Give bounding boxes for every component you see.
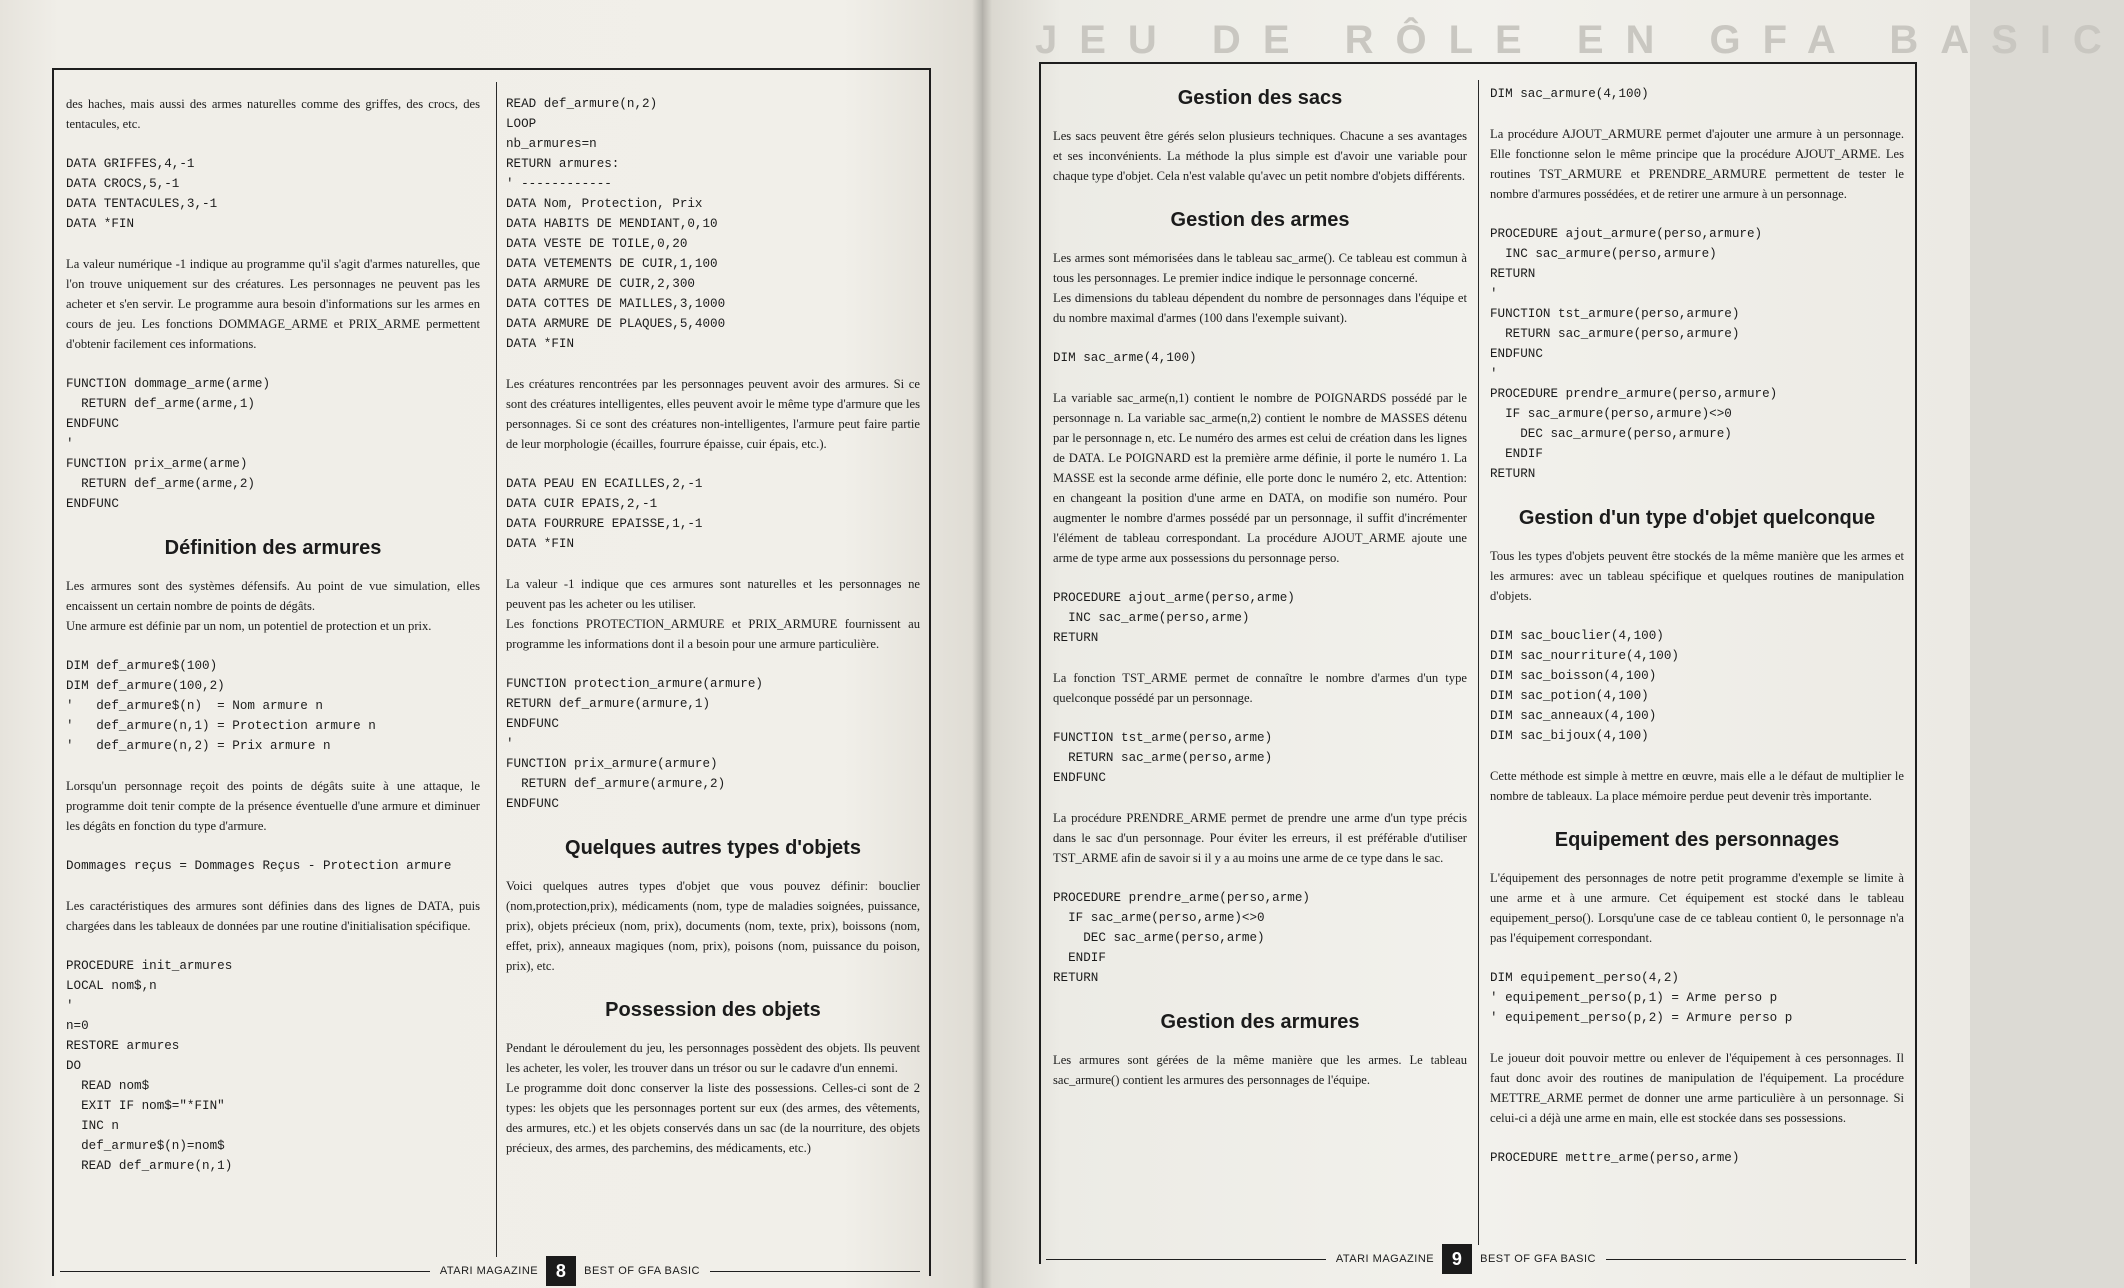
code-listing: READ def_armure(n,2) LOOP nb_armures=n RETURN armures: ' ------------ DATA Nom, Protection, Prix DATA HABITS DE MENDIANT,0,10 DATA VESTE DE TOILE,0,20 DATA VETEMENTS DE CUIR,1,100 DATA ARMURE DE CUIR,2,300 DATA COTTES DE MAILLES,3,1000 DATA ARMURE DE PLAQUES,5,4000 DATA *FIN bbox=[506, 97, 726, 351]
code-listing: PROCEDURE ajout_arme(perso,arme) INC sac_arme(perso,arme) RETURN bbox=[1053, 591, 1295, 645]
section-heading: Définition des armures bbox=[164, 537, 382, 559]
code-listing: DATA GRIFFES,4,-1 DATA CROCS,5,-1 DATA TENTACULES,3,-1 DATA *FIN bbox=[66, 157, 218, 231]
section-heading: Equipement des personnages bbox=[1554, 829, 1840, 851]
right-column-1 bbox=[1053, 84, 1467, 1110]
body-paragraph: Le joueur doit pouvoir mettre ou enlever de l'équipement à ces personnages. Il faut donc avoir des routines de manipulation de l'équipement. La procédure METTRE_ARME permet de donner une arme particulière à un personnage. Si celui-ci a déjà une arme en main, elle est stockée dans ses possessions. bbox=[1490, 1051, 1904, 1125]
body-paragraph: Pendant le déroulement du jeu, les personnages possèdent des objets. Ils peuvent les acheter, les voler, les trouver dans un trésor ou sur le cadavre d'un ennemi. Le programme doit donc conserver la liste des possessions. Celles-ci sont de 2 types: les objets que les personnages portent sur eux (des armes, des vêtements, des armures, etc.) et les objets conservés dans un sac (de la nourriture, des objets précieux, des armes, des parchemins, des médicaments, etc.) bbox=[506, 1041, 920, 1155]
section-heading: Quelques autres types d'objets bbox=[565, 837, 861, 859]
body-paragraph: L'équipement des personnages de notre petit programme d'exemple se limite à une arme et à une armure. Cet équipement est stocké dans le tableau equipement_perso(). Lorsqu'une case de ce tableau contient 0, le personnage n'a pas l'équipement correspondant. bbox=[1490, 871, 1904, 945]
body-paragraph: La procédure AJOUT_ARMURE permet d'ajouter une armure à un personnage. Elle fonctionne selon le même principe que la procédure AJOUT_ARME. Les routines TST_ARMURE et PRENDRE_ARMURE permettent de tester le nombre d'armures possédées, et de retirer une armure à un personnage. bbox=[1490, 127, 1904, 201]
code-listing: FUNCTION tst_arme(perso,arme) RETURN sac_arme(perso,arme) ENDFUNC bbox=[1053, 731, 1273, 785]
body-paragraph: Les armures sont des systèmes défensifs. Au point de vue simulation, elles encaissent un certain nombre de points de dégâts. Une armure est définie par un nom, un potentiel de protection et un prix. bbox=[66, 579, 480, 633]
footer-magazine-name: ATARI MAGAZINE bbox=[1335, 1253, 1435, 1265]
body-paragraph: Tous les types d'objets peuvent être stockés de la même manière que les armes et les armures: avec un tableau spécifique et quelques routines de manipulation d'objets. bbox=[1490, 549, 1904, 603]
body-paragraph: La procédure PRENDRE_ARME permet de prendre une arme d'un type précis dans le sac d'un personnage. Pour éviter les erreurs, il est préférable d'utiliser TST_ARME afin de savoir si il y a au moins une arme de ce type dans le sac. bbox=[1053, 811, 1467, 865]
footer-magazine-name: ATARI MAGAZINE bbox=[439, 1265, 539, 1277]
body-paragraph: Les armes sont mémorisées dans le tableau sac_arme(). Ce tableau est commun à tous les personnages. Le premier indice indique le personnage concerné. Les dimensions du tableau dépendent du nombre de personnages dans l'équipe et du nombre maximal d'armes (100 dans l'exemple suivant). bbox=[1053, 251, 1467, 325]
left-page-footer bbox=[60, 1256, 920, 1286]
left-column-2 bbox=[506, 94, 920, 1178]
footer-issue-title: BEST OF GFA BASIC bbox=[1480, 1253, 1596, 1265]
code-listing: DIM sac_armure(4,100) bbox=[1490, 87, 1649, 101]
code-listing: FUNCTION protection_armure(armure) RETURN def_armure(armure,1) ENDFUNC ' FUNCTION prix_armure(armure) RETURN def_armure(armure,2) ENDFUNC bbox=[506, 677, 763, 811]
body-paragraph: La variable sac_arme(n,1) contient le nombre de POIGNARDS possédé par le personnage n. La variable sac_arme(n,2) contient le nombre de MASSES détenu par le personnage n, etc. Le numéro des armes est celui de création dans les lignes de DATA. Le POIGNARD est la première arme définie, il porte le numéro 1. La MASSE est la seconde arme définie, elle porte donc le numéro 2, etc. Attention: en changeant la position d'une arme en DATA, on modifie son numéro. Pour augmenter le nombre d'armes possédé par un personnage, il suffit d'incrémenter l'élément de tableau correspondant. La procédure AJOUT_ARME ajoute une arme de type arme aux possessions du personnage perso. bbox=[1053, 391, 1467, 565]
code-listing: PROCEDURE ajout_armure(perso,armure) INC sac_armure(perso,armure) RETURN ' FUNCTION tst_armure(perso,armure) RETURN sac_armure(perso,armure) ENDFUNC ' PROCEDURE prendre_armure(perso,armure) IF sac_armure(perso,armure)<>0 DEC sac_armure(perso,armure) ENDIF RETURN bbox=[1490, 227, 1778, 481]
body-paragraph: des haches, mais aussi des armes naturelles comme des griffes, des crocs, des tentacules, etc. bbox=[66, 97, 480, 131]
section-heading: Possession des objets bbox=[605, 999, 821, 1021]
footer-rule bbox=[60, 1271, 430, 1272]
code-listing: FUNCTION dommage_arme(arme) RETURN def_arme(arme,1) ENDFUNC ' FUNCTION prix_arme(arme) RETURN def_arme(arme,2) ENDFUNC bbox=[66, 377, 271, 511]
body-paragraph: Lorsqu'un personnage reçoit des points de dégâts suite à une attaque, le programme doit tenir compte de la présence éventuelle d'une armure et diminuer les dégâts en fonction du type d'armure. bbox=[66, 779, 480, 833]
code-listing: DIM sac_bouclier(4,100) DIM sac_nourriture(4,100) DIM sac_boisson(4,100) DIM sac_potion(4,100) DIM sac_anneaux(4,100) DIM sac_bijoux(4,100) bbox=[1490, 629, 1679, 743]
body-paragraph: Voici quelques autres types d'objet que vous pouvez définir: bouclier (nom,protection,prix), médicaments (nom, type de maladies soignées, puissance, prix), objets précieux (nom, prix), documents (nom, texte, prix), boissons (nom, effet, prix), anneaux magiques (nom, prix), poisons (nom, puissance du poison, prix), etc. bbox=[506, 879, 920, 973]
column-divider bbox=[496, 82, 497, 1257]
right-column-2 bbox=[1490, 84, 1904, 1188]
footer-rule bbox=[1046, 1259, 1326, 1260]
body-paragraph: La valeur numérique -1 indique au programme qu'il s'agit d'armes naturelles, que l'on trouve uniquement sur des créatures. Les personnages ne peuvent pas les acheter et s'en servir. Le programme aura besoin d'informations sur les armes en cours de jeu. Les fonctions DOMMAGE_ARME et PRIX_ARME permettent d'obtenir facilement ces informations. bbox=[66, 257, 480, 351]
right-page-footer bbox=[1046, 1244, 1906, 1274]
body-paragraph: La fonction TST_ARME permet de connaître le nombre d'armes d'un type quelconque possédé par un personnage. bbox=[1053, 671, 1467, 705]
code-listing: DIM def_armure$(100) DIM def_armure(100,2) ' def_armure$(n) = Nom armure n ' def_armure(n,1) = Protection armure n ' def_armure(n,2) = Prix armure n bbox=[66, 659, 376, 753]
body-paragraph: Les caractéristiques des armures sont définies dans des lignes de DATA, puis chargées dans les tableaux de données par une routine d'initialisation spécifique. bbox=[66, 899, 480, 933]
left-column-1 bbox=[66, 94, 480, 1196]
page-number: 8 bbox=[546, 1256, 576, 1286]
body-paragraph: Les armures sont gérées de la même manière que les armes. Le tableau sac_armure() contient les armures des personnages de l'équipe. bbox=[1053, 1053, 1467, 1087]
section-heading: Gestion des armes bbox=[1170, 209, 1350, 231]
footer-issue-title: BEST OF GFA BASIC bbox=[584, 1265, 700, 1277]
code-listing: DIM equipement_perso(4,2) ' equipement_perso(p,1) = Arme perso p ' equipement_perso(p,2) = Armure perso p bbox=[1490, 971, 1793, 1025]
binding-gutter bbox=[972, 0, 992, 1288]
body-paragraph: La valeur -1 indique que ces armures sont naturelles et les personnages ne peuvent pas les acheter ou les utiliser. Les fonctions PROTECTION_ARMURE et PRIX_ARMURE fournissent au programme les informations dont il a besoin pour une armure particulière. bbox=[506, 577, 920, 651]
section-heading: Gestion des sacs bbox=[1177, 87, 1343, 109]
page-number: 9 bbox=[1442, 1244, 1472, 1274]
column-divider bbox=[1478, 80, 1479, 1245]
body-paragraph: Les sacs peuvent être gérés selon plusieurs techniques. Chacune a ses avantages et ses inconvénients. La méthode la plus simple est d'avoir une variable pour chaque type d'objet. Cela n'est valable qu'avec un petit nombre d'objets différents. bbox=[1053, 129, 1467, 183]
section-heading: Gestion des armures bbox=[1160, 1011, 1360, 1033]
running-head: JEU DE RÔLE EN GFA BASIC bbox=[1035, 18, 2124, 62]
section-heading: Gestion d'un type d'objet quelconque bbox=[1518, 507, 1876, 529]
body-paragraph: Les créatures rencontrées par les personnages peuvent avoir des armures. Si ce sont des créatures intelligentes, elles peuvent avoir le même type d'armure que les personnages. Si ce sont des créatures non-intelligentes, l'armure peut faire partie de leur morphologie (écailles, fourrure épaisse, cuir épais, etc.). bbox=[506, 377, 920, 451]
code-listing: DATA PEAU EN ECAILLES,2,-1 DATA CUIR EPAIS,2,-1 DATA FOURRURE EPAISSE,1,-1 DATA *FIN bbox=[506, 477, 703, 551]
body-paragraph: Cette méthode est simple à mettre en œuvre, mais elle a le défaut de multiplier le nombre de tableaux. La place mémoire perdue peut devenir très importante. bbox=[1490, 769, 1904, 803]
code-listing: Dommages reçus = Dommages Reçus - Protection armure bbox=[66, 859, 452, 873]
code-listing: PROCEDURE init_armures LOCAL nom$,n ' n=0 RESTORE armures DO READ nom$ EXIT IF nom$="*FIN" INC n def_armure$(n)=nom$ READ def_armure(n,1) bbox=[66, 959, 233, 1173]
code-listing: DIM sac_arme(4,100) bbox=[1053, 351, 1197, 365]
code-listing: PROCEDURE mettre_arme(perso,arme) bbox=[1490, 1151, 1740, 1165]
code-listing: PROCEDURE prendre_arme(perso,arme) IF sac_arme(perso,arme)<>0 DEC sac_arme(perso,arme) ENDIF RETURN bbox=[1053, 891, 1310, 985]
footer-rule bbox=[710, 1271, 920, 1272]
footer-rule bbox=[1606, 1259, 1906, 1260]
